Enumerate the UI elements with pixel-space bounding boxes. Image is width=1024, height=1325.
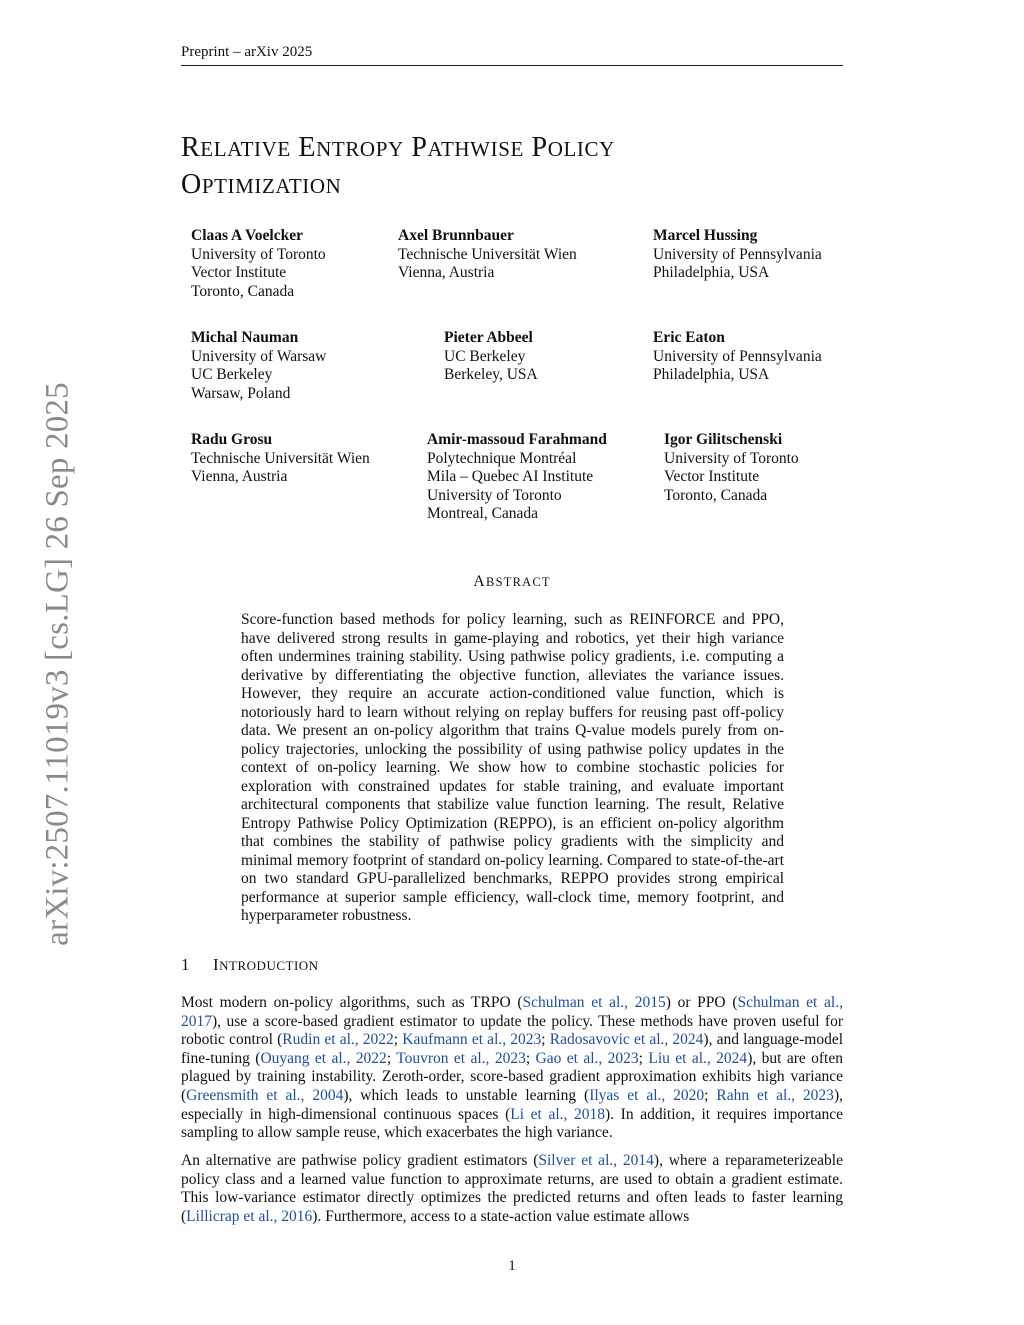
citation-link[interactable]: Greensmith et al., 2004 [186,1086,344,1104]
title-line-2: OPTIMIZATION [181,169,342,200]
abstract-heading-text: ABSTRACT [473,573,551,590]
running-header: Preprint – arXiv 2025 [181,44,313,60]
citation-link[interactable]: Li et al., 2018 [510,1105,606,1123]
author-name: Eric Eaton [653,329,725,346]
paragraph-text: ), which leads to unstable learning ( [343,1086,590,1104]
author-affiliation: University of Pennsylvania [653,347,822,365]
author-block [191,431,370,487]
citation-link[interactable]: Ouyang et al., 2022 [260,1049,387,1067]
intro-paragraph-2 [181,1152,843,1226]
arxiv-stamp: arXiv:2507.11019v3 [cs.LG] 26 Sep 2025 [39,382,76,946]
author-name: Claas A Voelcker [191,227,303,244]
paragraph-text: ; [393,1031,403,1049]
author-block [653,329,822,385]
author-name: Radu Grosu [191,431,273,448]
author-affiliation: Toronto, Canada [664,486,768,504]
author-name: Marcel Hussing [653,227,758,244]
author-name: Igor Gilitschenski [664,431,783,448]
paragraph-text: ; [638,1049,649,1067]
author-block [664,431,799,505]
author-affiliation: UC Berkeley [444,347,526,365]
author-affiliation: University of Warsaw [191,347,327,365]
citation-link[interactable]: Rudin et al., 2022 [282,1031,394,1049]
author-affiliation: Mila – Quebec AI Institute [427,468,594,485]
paragraph-text: ; [386,1049,397,1067]
author-block [398,227,577,283]
author-block [427,431,607,524]
citation-link[interactable]: Schulman et al., 2017 [181,994,843,1030]
author-affiliation: Technische Universität Wien [398,245,577,263]
paragraph-text: ), where a reparameterizeable policy class and a learned value function to approximate returns, are used to obtain a gradient estimate. This low-variance estimator directly optimizes the predicted returns and often leads to faster learning ( [181,1152,843,1225]
author-affiliation: Technische Universität Wien [191,449,370,467]
author-affiliation: Vector Institute [191,264,287,281]
citation-link[interactable]: Kaufmann et al., 2023 [402,1031,542,1049]
citation-link[interactable]: Ilyas et al., 2020 [589,1086,705,1104]
citation-link[interactable]: Lillicrap et al., 2016 [186,1207,313,1225]
paragraph-text: ; [525,1049,536,1067]
author-affiliation: Philadelphia, USA [653,264,770,281]
author-affiliation: Polytechnique Montréal [427,449,577,467]
citation-link[interactable]: Silver et al., 2014 [538,1152,654,1169]
author-affiliation: University of Toronto [191,245,326,263]
citation-link[interactable]: Gao et al., 2023 [535,1049,639,1067]
page-number: 1 [508,1258,516,1274]
paper-title [181,130,615,204]
paragraph-text: ), but are often plagued by training instability. Zeroth-order, score-based gradient approximation exhibits high variance ( [181,1049,843,1104]
author-name: Michal Nauman [191,329,299,346]
citation-link[interactable]: Liu et al., 2024 [648,1049,748,1067]
section-number: 1 [181,955,190,974]
author-name: Amir-massoud Farahmand [427,431,607,448]
title-line-1: RELATIVE ENTROPY PATHWISE POLICY [181,132,615,163]
section-heading [181,955,319,975]
citation-link[interactable]: Rahn et al., 2023 [716,1086,834,1104]
author-affiliation: University of Pennsylvania [653,245,822,263]
author-name: Pieter Abbeel [444,329,533,346]
paragraph-text: ) or PPO ( [665,994,738,1011]
intro-paragraph-1 [181,994,843,1143]
author-block [444,329,538,385]
citation-link[interactable]: Radosavovic et al., 2024 [549,1031,704,1049]
author-affiliation: University of Toronto [427,486,562,504]
author-affiliation: Vienna, Austria [398,264,495,281]
paragraph-text: ), especially in high-dimensional continuous spaces ( [181,1086,843,1123]
author-name: Axel Brunnbauer [398,227,514,244]
author-affiliation: Warsaw, Poland [191,384,291,402]
author-affiliation: Vector Institute [664,468,760,485]
section-title: INTRODUCTION [213,955,319,974]
citation-link[interactable]: Schulman et al., 2015 [522,994,666,1011]
author-block [653,227,822,283]
author-affiliation: Philadelphia, USA [653,366,770,383]
abstract-heading [0,573,1024,591]
author-affiliation: Vienna, Austria [191,468,288,485]
paragraph-text: ), and language-model fine-tuning ( [181,1031,843,1067]
abstract-body: Score-function based methods for policy learning, such as REINFORCE and PPO, have delivered strong results in game-playing and robotics, yet their high variance often undermines training stability. Using pathwise policy gradients, i.e. computing a derivative by differentiating the objective function, alleviates the variance issues. However, they require an accurate action-conditioned value function, which is notoriously hard to learn without relying on replay buffers for reusing past off-policy data. We present an on-policy algorithm that trains Q-value models purely from on-policy trajectories, unlocking the possibility of using pathwise policy updates in the context of on-policy learning. We show how to combine stochastic policies for exploration with constrained updates for stable training, and evaluate important architectural components that stabilize value function learning. The result, Relative Entropy Pathwise Policy Optimization (REPPO), is an efficient on-policy algorithm that combines the stability of pathwise policy gradients with the simplicity and minimal memory footprint of standard on-policy learning. Compared to state-of-the-art on two standard GPU-parallelized benchmarks, REPPO provides strong empirical performance at superior sample efficiency, wall-clock time, memory footprint, and hyperparameter robustness. [241,611,784,924]
paragraph-text: ). In addition, it requires importance sampling to allow sample reuse, which exacerbates the high variance. [181,1105,843,1142]
author-affiliation: University of Toronto [664,449,799,467]
paragraph-text: ), use a score-based gradient estimator to update the policy. These methods have proven useful for robotic control ( [181,1012,843,1049]
header-rule [181,65,843,66]
paragraph-text: ). Furthermore, access to a state-action value estimate allows [312,1207,690,1225]
citation-link[interactable]: Touvron et al., 2023 [396,1049,526,1067]
author-affiliation: Toronto, Canada [191,282,295,300]
paragraph-text: An alternative are pathwise policy gradient estimators ( [181,1152,539,1169]
author-affiliation: UC Berkeley [191,366,273,383]
paragraph-text: ; [704,1086,717,1104]
author-affiliation: Montreal, Canada [427,505,539,522]
author-affiliation: Berkeley, USA [444,366,538,383]
author-block [191,329,326,403]
paragraph-text: Most modern on-policy algorithms, such as TRPO ( [181,994,523,1011]
paragraph-text: ; [541,1031,550,1049]
author-block [191,227,326,301]
